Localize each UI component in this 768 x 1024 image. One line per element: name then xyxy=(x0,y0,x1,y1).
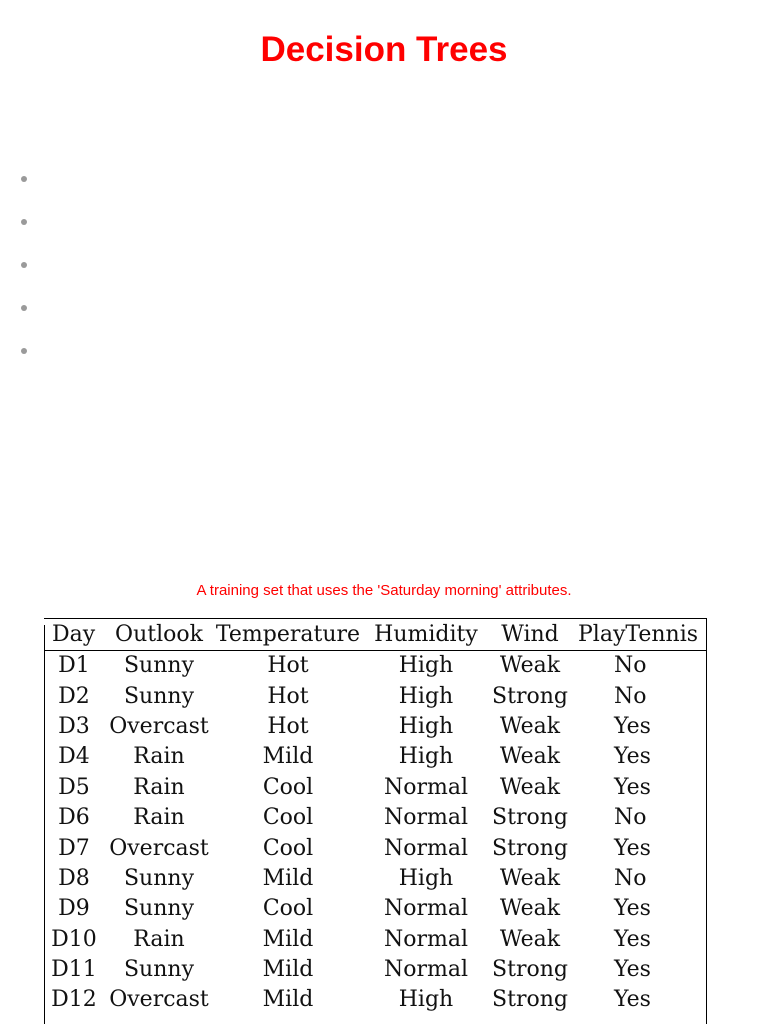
table-row xyxy=(44,651,706,682)
cell-wind: Strong xyxy=(492,683,568,709)
cell-humidity: Normal xyxy=(383,926,469,952)
column-header-temperature: Temperature xyxy=(215,621,361,647)
cell-day: D4 xyxy=(58,744,90,770)
cell-playtennis: Yes xyxy=(614,713,651,739)
table-row xyxy=(44,864,706,894)
column-header-humidity: Humidity xyxy=(374,621,478,647)
cell-outlook: Overcast xyxy=(109,713,209,739)
cell-wind: Strong xyxy=(492,805,568,831)
cell-day: D12 xyxy=(51,987,97,1013)
cell-humidity: High xyxy=(398,744,454,770)
cell-playtennis: Yes xyxy=(614,957,651,983)
cell-temperature: Mild xyxy=(262,926,314,952)
cell-outlook: Rain xyxy=(133,744,185,770)
cell-temperature: Cool xyxy=(262,805,314,831)
bullet-dot-icon xyxy=(21,262,27,268)
cell-wind: Weak xyxy=(499,896,561,922)
training-table-container xyxy=(44,618,706,1024)
cell-wind: Weak xyxy=(499,744,561,770)
cell-day: D9 xyxy=(58,896,90,922)
cell-humidity: High xyxy=(398,653,454,679)
cell-temperature: Mild xyxy=(262,744,314,770)
table-row xyxy=(44,742,706,772)
cell-humidity: Normal xyxy=(383,774,469,800)
cell-playtennis: Yes xyxy=(614,774,651,800)
cell-day: D3 xyxy=(58,713,90,739)
cell-outlook: Sunny xyxy=(123,653,194,679)
cell-outlook: Sunny xyxy=(123,896,194,922)
bullet-dot-icon xyxy=(21,219,27,225)
cell-playtennis: Yes xyxy=(614,987,651,1013)
cell-day: D7 xyxy=(58,835,90,861)
cell-day: D5 xyxy=(58,774,90,800)
cell-temperature: Hot xyxy=(267,713,309,739)
table-row xyxy=(44,833,706,863)
cell-outlook: Rain xyxy=(133,805,185,831)
column-header-wind: Wind xyxy=(501,621,559,647)
cell-temperature: Cool xyxy=(262,896,314,922)
cell-playtennis: Yes xyxy=(614,926,651,952)
cell-day: D11 xyxy=(51,957,97,983)
cell-wind: Strong xyxy=(492,957,568,983)
training-table xyxy=(44,618,706,1016)
table-caption: A training set that uses the 'Saturday morning' attributes. xyxy=(196,582,572,599)
cell-playtennis: Yes xyxy=(614,744,651,770)
cell-wind: Strong xyxy=(492,987,568,1013)
cell-outlook: Rain xyxy=(133,926,185,952)
cell-humidity: High xyxy=(398,713,454,739)
table-header-row xyxy=(44,619,706,651)
slide-title: Decision Trees xyxy=(260,30,508,69)
cell-wind: Weak xyxy=(499,865,561,891)
table-row xyxy=(44,955,706,985)
table-row xyxy=(44,681,706,711)
cell-humidity: Normal xyxy=(383,896,469,922)
cell-playtennis: No xyxy=(614,653,647,679)
column-header-day: Day xyxy=(52,621,96,647)
table-row xyxy=(44,985,706,1015)
cell-outlook: Rain xyxy=(133,774,185,800)
cell-outlook: Overcast xyxy=(109,835,209,861)
cell-wind: Weak xyxy=(499,653,561,679)
column-header-outlook: Outlook xyxy=(115,621,203,647)
cell-wind: Weak xyxy=(499,774,561,800)
bullet-dot-icon xyxy=(21,305,27,311)
cell-playtennis: Yes xyxy=(614,835,651,861)
bullet-dot-icon xyxy=(21,348,27,354)
cell-temperature: Hot xyxy=(267,653,309,679)
cell-humidity: Normal xyxy=(383,957,469,983)
cell-outlook: Sunny xyxy=(123,957,194,983)
table-row xyxy=(44,803,706,833)
cell-outlook: Sunny xyxy=(123,865,194,891)
cell-temperature: Mild xyxy=(262,865,314,891)
cell-humidity: High xyxy=(398,987,454,1013)
table-row xyxy=(44,712,706,742)
table-row xyxy=(44,773,706,803)
table-row xyxy=(44,925,706,955)
cell-humidity: Normal xyxy=(383,835,469,861)
cell-humidity: High xyxy=(398,683,454,709)
cell-humidity: Normal xyxy=(383,805,469,831)
cell-temperature: Mild xyxy=(262,987,314,1013)
cell-outlook: Overcast xyxy=(109,987,209,1013)
cell-playtennis: No xyxy=(614,865,647,891)
cell-day: D8 xyxy=(58,865,90,891)
cell-wind: Weak xyxy=(499,713,561,739)
cell-wind: Strong xyxy=(492,835,568,861)
cell-playtennis: No xyxy=(614,805,647,831)
cell-day: D6 xyxy=(58,805,90,831)
cell-humidity: High xyxy=(398,865,454,891)
cell-wind: Weak xyxy=(499,926,561,952)
cell-playtennis: Yes xyxy=(614,896,651,922)
cell-outlook: Sunny xyxy=(123,683,194,709)
table-right-border xyxy=(706,618,707,1024)
cell-day: D1 xyxy=(58,653,90,679)
cell-temperature: Cool xyxy=(262,774,314,800)
table-row xyxy=(44,894,706,924)
cell-temperature: Hot xyxy=(267,683,309,709)
cell-playtennis: No xyxy=(614,683,647,709)
cell-day: D2 xyxy=(58,683,90,709)
cell-day: D10 xyxy=(51,926,97,952)
column-header-playtennis: PlayTennis xyxy=(578,621,699,647)
cell-temperature: Mild xyxy=(262,957,314,983)
bullet-dot-icon xyxy=(21,176,27,182)
cell-temperature: Cool xyxy=(262,835,314,861)
